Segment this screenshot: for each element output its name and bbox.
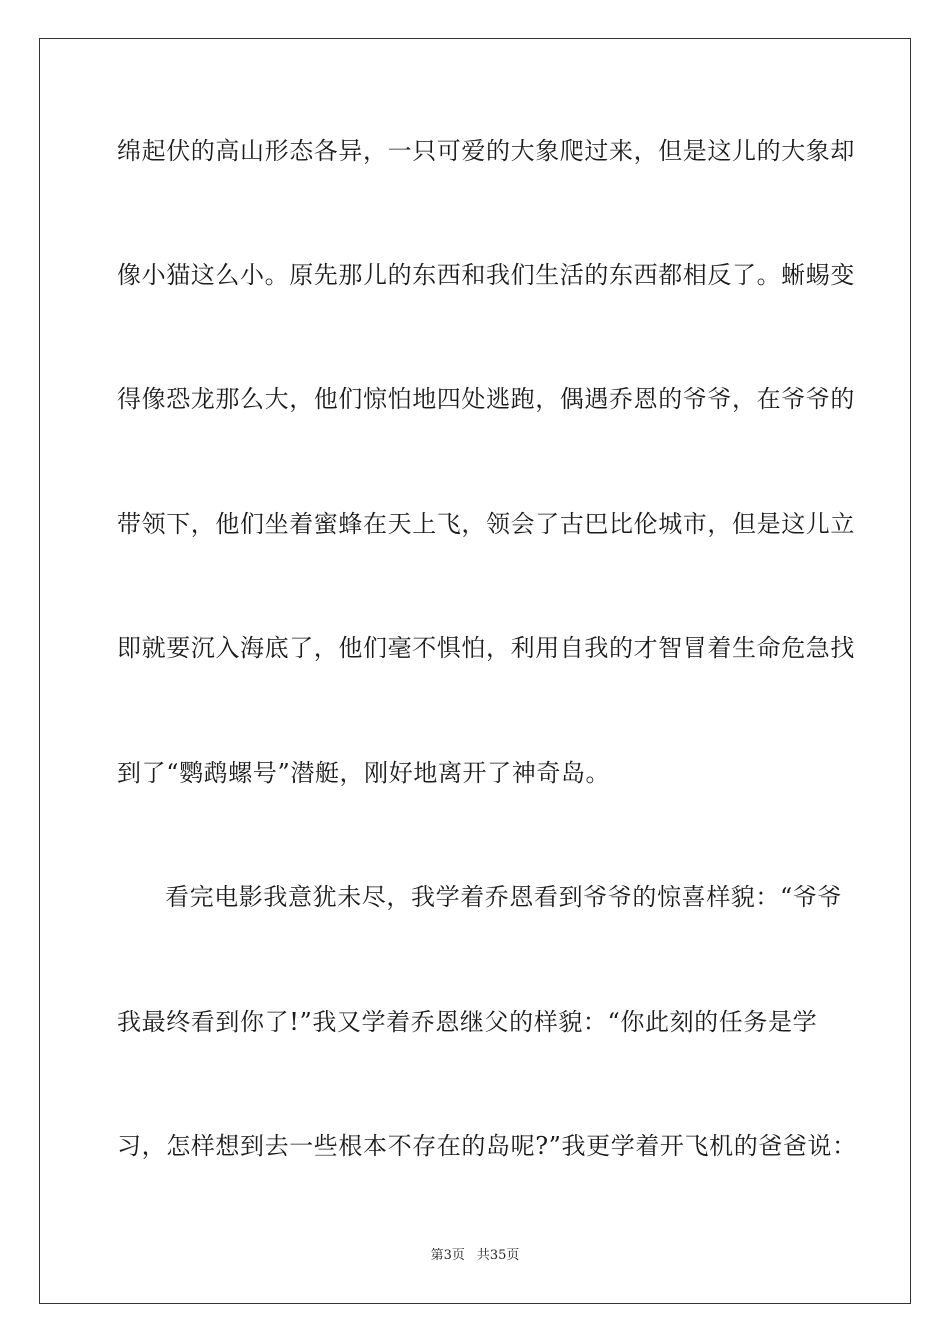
paragraph-first-line: 看完电影我意犹未尽，我学着乔恩看到爷爷的惊喜样貌：“爷爷 bbox=[165, 883, 843, 911]
page-footer bbox=[0, 1248, 950, 1264]
body-text-line: 即就要沉入海底了，他们毫不惧怕，利用自我的才智冒着生命危急找 bbox=[117, 634, 855, 662]
body-text-line: 到了“鹦鹉螺号”潜艇，刚好地离开了神奇岛。 bbox=[117, 759, 611, 787]
body-text-line: 得像恐龙那么大，他们惊怕地四处逃跑，偶遇乔恩的爷爷，在爷爷的 bbox=[117, 385, 855, 413]
body-text-line: 我最终看到你了!”我又学着乔恩继父的样貌：“你此刻的任务是学 bbox=[117, 1008, 818, 1036]
page-border bbox=[39, 38, 911, 1304]
body-text-line: 习，怎样想到去一些根本不存在的岛呢?”我更学着开飞机的爸爸说： bbox=[117, 1132, 857, 1160]
page-number: 第3页 bbox=[430, 1248, 465, 1263]
body-text-line: 像小猫这么小。原先那儿的东西和我们生活的东西都相反了。蜥蜴变 bbox=[117, 261, 855, 289]
body-text-line: 带领下，他们坐着蜜蜂在天上飞，领会了古巴比伦城市，但是这儿立 bbox=[117, 510, 855, 538]
body-text-line: 绵起伏的高山形态各异，一只可爱的大象爬过来，但是这儿的大象却 bbox=[117, 137, 855, 165]
page-total: 共35页 bbox=[476, 1248, 520, 1263]
